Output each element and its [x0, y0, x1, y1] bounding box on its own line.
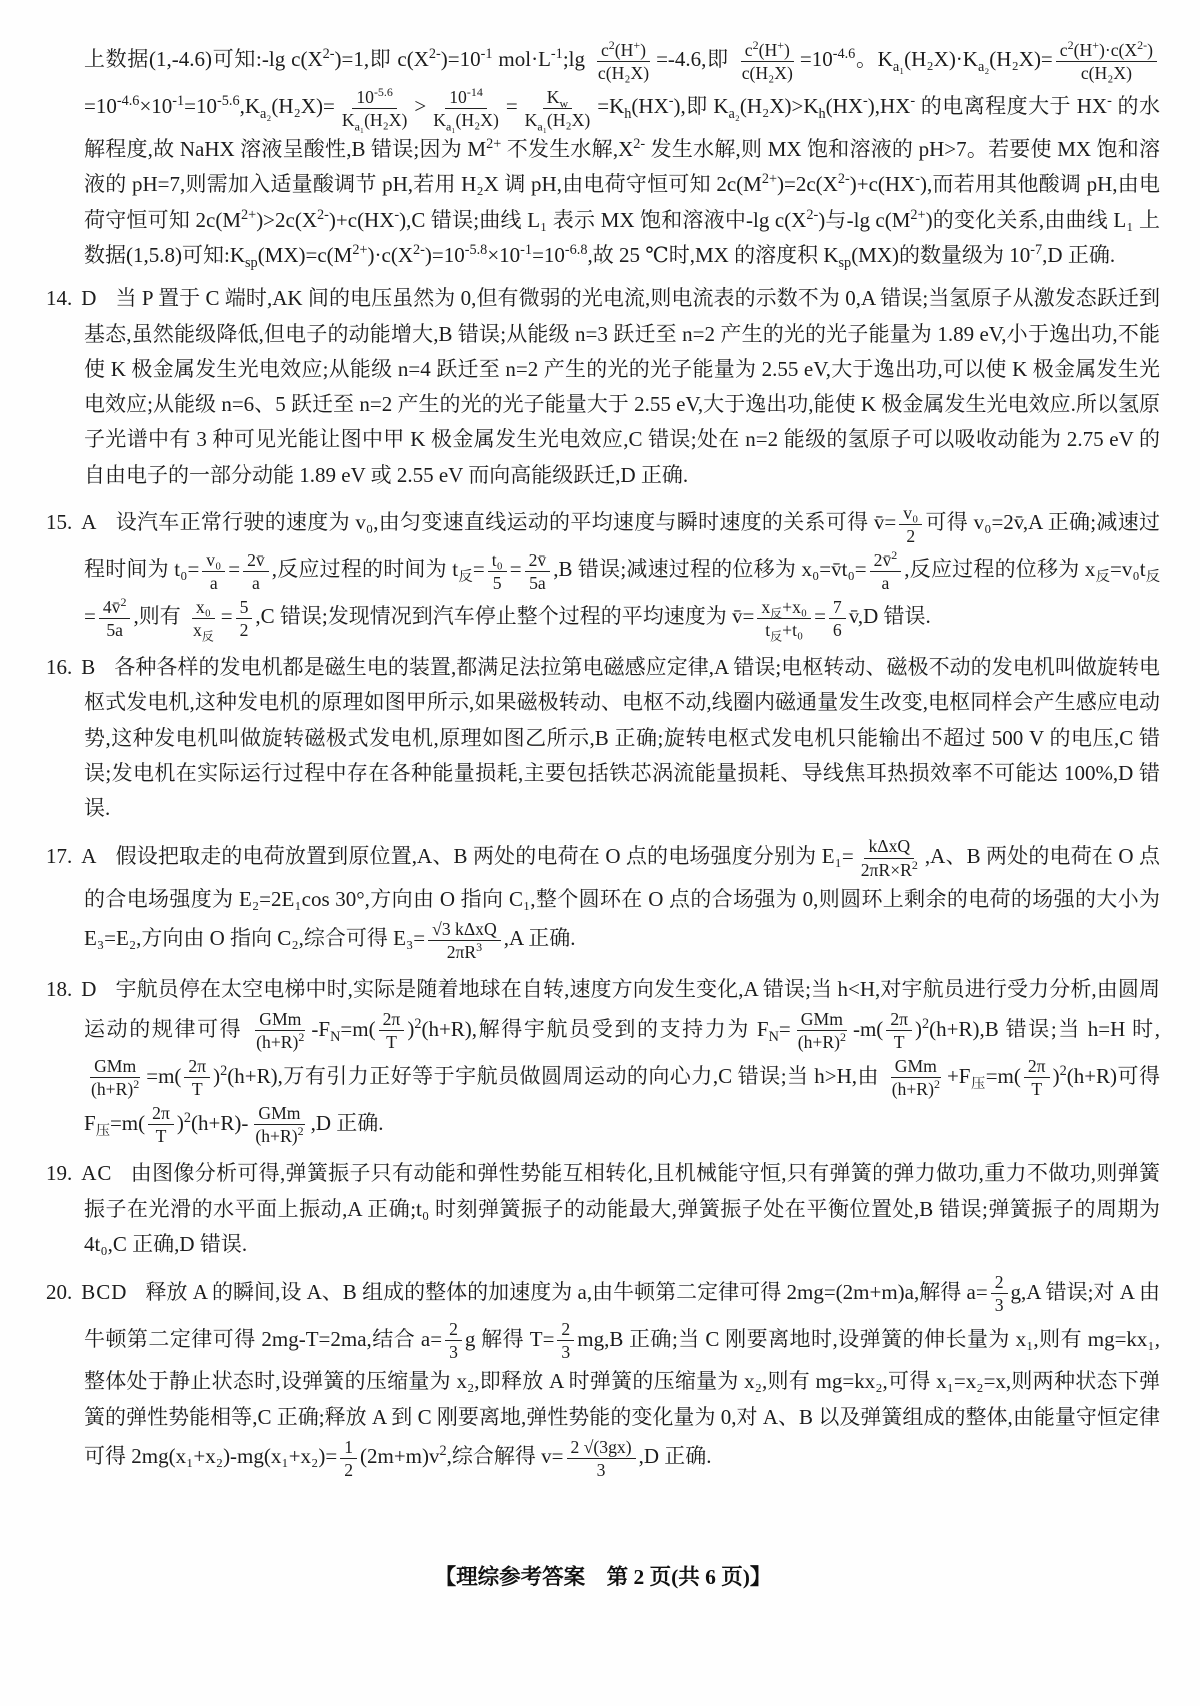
item-answer: B: [81, 655, 97, 680]
answer-item-15: [46, 501, 1160, 642]
item-body: 假设把取走的电荷放置到原位置,A、B 两处的电荷在 O 点的电场强度分别为 E₁= $\frac{\text{kΔxQ}}{2\pi R\times R^2}$ ,A、B 两处的电荷在 O 点的合电场强度为 E₂=2E₁cos 30°,方向由 O 指向 C₁,整个圆环在 O 点的合场强为 0,则圆环上剩余的电荷的场强的大小为 E₃=E₂,方向由 O 指向 C₂,综合可得 E₃= $\frac{\text{√3 kΔxQ}}{2\pi R^3}$ ,A 正确.: [84, 836, 1160, 962]
continuation-paragraph: [46, 38, 1160, 273]
item-body: 由图像分析可得,弹簧振子只有动能和弹性势能互相转化,且机械能守恒,只有弹簧的弹力做功,重力不做功,则弹簧振子在光滑的水平面上振动,A 正确;t₀ 时刻弹簧振子的动能最大,弹簧振子处在平衡位置处,B 错误;弹簧振子的周期为 4t₀,C 正确,D 错误.: [84, 1161, 1160, 1256]
item-body: 上数据(1,-4.6)可知:-lg $c(X^{2-})=1$,即 $c(X^{2-})=10^{-1}$ $mol\cdot L^{-1};\lg$ $\frac{c^2(H^+)}{\text{c(H₂X)}}$ =-4.6,即 $\frac{c^2(H^+)}{\text{c(H₂X)}}$ $=10^{-4.6}$。$K_{a_1}(H_2X)\cdot K_{a_2}(H_2X)=$ $\frac{c^2(H^+)\cdot c(X^{2-})}{\text{c(H₂X)}}$ $=10^{-4.6}\times 10^{-1}=10^{-5.6},K_{a_2}(H_2X)=$ $\frac{10^{-5.6}}{K_{a_1}(H_2X)}$ > $\frac{10^{-14}}{K_{a_1}(H_2X)}$ = $\frac{K_w}{K_{a_1}(H_2X)}$ $=K_h(HX^-)$,即 $K_{a_2}(H_2X)>K_h(HX^-),HX^-$ 的电离程度大于 HX- 的水解程度,故 NaHX 溶液呈酸性,B 错误;因为 $M^{2+}$ 不发生水解$,X^{2-}$ 发生水解,则 MX 饱和溶液的 pH>7。若要使 MX 饱和溶液的 pH=7,则需加入适量酸调节 pH,若用 H₂X 调 pH,由电荷守恒可知 $2c(M^{2+})=2c(X^{2-})+c(HX^-)$,而若用其他酸调 pH,由电荷守恒可知 $2c(M^{2+})>2c(X^{2-})+c(HX^-),C$ 错误;曲线 L₁ 表示 MX 饱和溶液中-lg $c(X^{2-})$与-lg $c(M^{2+})$的变化关系,由曲线 L₁ 上数据(1,5.8)可知$:K_{sp}(MX)=c(M^{2+})\cdot c(X^{2-})=10^{-5.8}\times 10^{-1}=10^{-6.8}$,故 25 ℃时,MX 的溶度积 $K_{sp}(MX)$的数量级为 $10^{-7},D$ 正确.: [84, 38, 1160, 272]
item-number: 15.: [46, 510, 73, 535]
item-answer: BCD: [81, 1279, 128, 1304]
page-footer: 【理综参考答案 第 2 页(共 6 页)】: [434, 1565, 772, 1590]
item-body: 当 P 置于 C 端时,AK 间的电压虽然为 0,但有微弱的光电流,则电流表的示数不为 0,A 错误;当氢原子从激发态跃迁到基态,虽然能级降低,但电子的动能增大,B 错误;从能级 n=3 跃迁至 n=2 产生的光的光子能量为 1.89 eV,小于逸出功,不能使 K 极金属发生光电效应;从能级 n=4 跃迁至 n=2 产生的光的光子能量为 2.55 eV,大于逸出功,可以使 K 极金属发生光电效应;从能级 n=6、5 跃迁至 n=2 产生的光的光子能量大于 2.55 eV,大于逸出功,能使 K 极金属发生光电效应.所以氢原子光谱中有 3 种可见光能让图中甲 K 极金属发生光电效应,C 错误;处在 n=2 能级的氢原子可以吸收动能为 2.75 eV 的自由电子的一部分动能 1.89 eV 或 2.55 eV 而向高能级跃迁,D 正确.: [84, 286, 1160, 487]
item-body: 设汽车正常行驶的速度为 v₀,由匀变速直线运动的平均速度与瞬时速度的关系可得 v̄= $\frac{\text{v₀}}{2}$ 可得 v₀=2v̄,A 正确;减速过程时间为 t₀= $\frac{\text{v₀}}{a}$ = $\frac{2v̄}{a}$ ,反应过程的时间为 $t_反=$ $\frac{\text{t₀}}{5}$ = $\frac{2v̄}{5a}$ ,B 错误;减速过程的位移为 x₀=v̄t₀= $\frac{2v̄^2}{a}$ ,反应过程的位移为 $x_反=v_0t_反=$ $\frac{4v̄^2}{5a}$ ,则有 $\frac{\text{x₀}}{x_反}$ = $\frac{5}{2}$ ,C 错误;发现情况到汽车停止整个过程的平均速度为 v̄= $\frac{x_反+x_0}{t_反+t_0}$ = $\frac{7}{6}$ v̄,D 错误.: [84, 502, 1161, 644]
item-number: 14.: [46, 286, 73, 311]
item-number: 19.: [46, 1161, 73, 1186]
answer-item-18: [46, 972, 1160, 1149]
item-answer: D: [81, 286, 98, 311]
item-answer: A: [81, 510, 98, 535]
item-number: 20.: [46, 1279, 73, 1304]
answer-item-20: [46, 1270, 1160, 1482]
answer-item-19: [46, 1156, 1160, 1262]
item-number: 18.: [46, 976, 73, 1001]
item-number: 17.: [46, 843, 73, 868]
answer-item-17: [46, 834, 1160, 963]
item-answer: A: [81, 843, 98, 868]
answer-item-16: [46, 650, 1160, 826]
item-answer: AC: [81, 1161, 113, 1186]
item-body: 各种各样的发电机都是磁生电的装置,都满足法拉第电磁感应定律,A 错误;电枢转动、磁极不动的发电机叫做旋转电枢式发电机,这种发电机的原理如图甲所示,如果磁极转动、电枢不动,线圈内磁通量发生改变,电枢同样会产生感应电动势,这种发电机叫做旋转磁极式发电机,原理如图乙所示,B 正确;旋转电枢式发电机只能输出不超过 500 V 的电压,C 错误;发电机在实际运行过程中存在各种能量损耗,主要包括铁芯涡流能量损耗、导线焦耳热损效率不可能达 100%,D 错误.: [84, 655, 1160, 821]
item-number: 16.: [46, 655, 73, 680]
item-body: 释放 A 的瞬间,设 A、B 组成的整体的加速度为 a,由牛顿第二定律可得 2mg=(2m+m)a,解得 a= $\frac{2}{3}$ g,A 错误;对 A 由牛顿第二定律可得 2mg-T=2ma,结合 a= $\frac{2}{3}$ g 解得 T= $\frac{2}{3}$ mg,B 正确;当 C 刚要离地时,设弹簧的伸长量为 x₁,则有 mg=kx₁,整体处于静止状态时,设弹簧的压缩量为 x₂,即释放 A 时弹簧的压缩量为 x₂,则有 mg=kx₂,可得 x₁=x₂=x,则两种状态下弹簧的弹性势能相等,C 正确;释放 A 到 C 刚要离地,弹性势能的变化量为 0,对 A、B 以及弹簧组成的整体,由能量守恒定律可得 2mg(x₁+x₂)-mg(x₁+x₂)= $\frac{1}{2}$ $(2m+m)v^2$,综合解得 v= $\frac{2 √(3gx)}{3}$ ,D 正确.: [84, 1272, 1160, 1481]
answer-item-14: [46, 281, 1160, 493]
item-answer: D: [81, 976, 98, 1001]
answers-content: [46, 38, 1160, 1482]
item-body: 宇航员停在太空电梯中时,实际是随着地球在自转,速度方向发生变化,A 错误;当 h<H,对宇航员进行受力分析,由圆周运动的规律可得 $\frac{\text{GMm}}{(h+R)^2}$ $-F_N=m$( $\frac{2\pi}{T}$ )$^2$(h+R),解得宇航员受到的支持力为 $F_N=$ $\frac{\text{GMm}}{(h+R)^2}$ -m( $\frac{2\pi}{T}$ )$^2$(h+R),B 错误;当 h=H 时, $\frac{\text{GMm}}{(h+R)^2}$ =m( $\frac{2\pi}{T}$ )$^2$(h+R),万有引力正好等于宇航员做圆周运动的向心力,C 错误;当 h>H,由 $\frac{\text{GMm}}{(h+R)^2}$ $+F_压=m$( $\frac{2\pi}{T}$ )$^2$(h+R)可得 $F_压=m$( $\frac{2\pi}{T}$ )$^2$(h+R)- $\frac{\text{GMm}}{(h+R)^2}$ ,D 正确.: [84, 976, 1161, 1147]
